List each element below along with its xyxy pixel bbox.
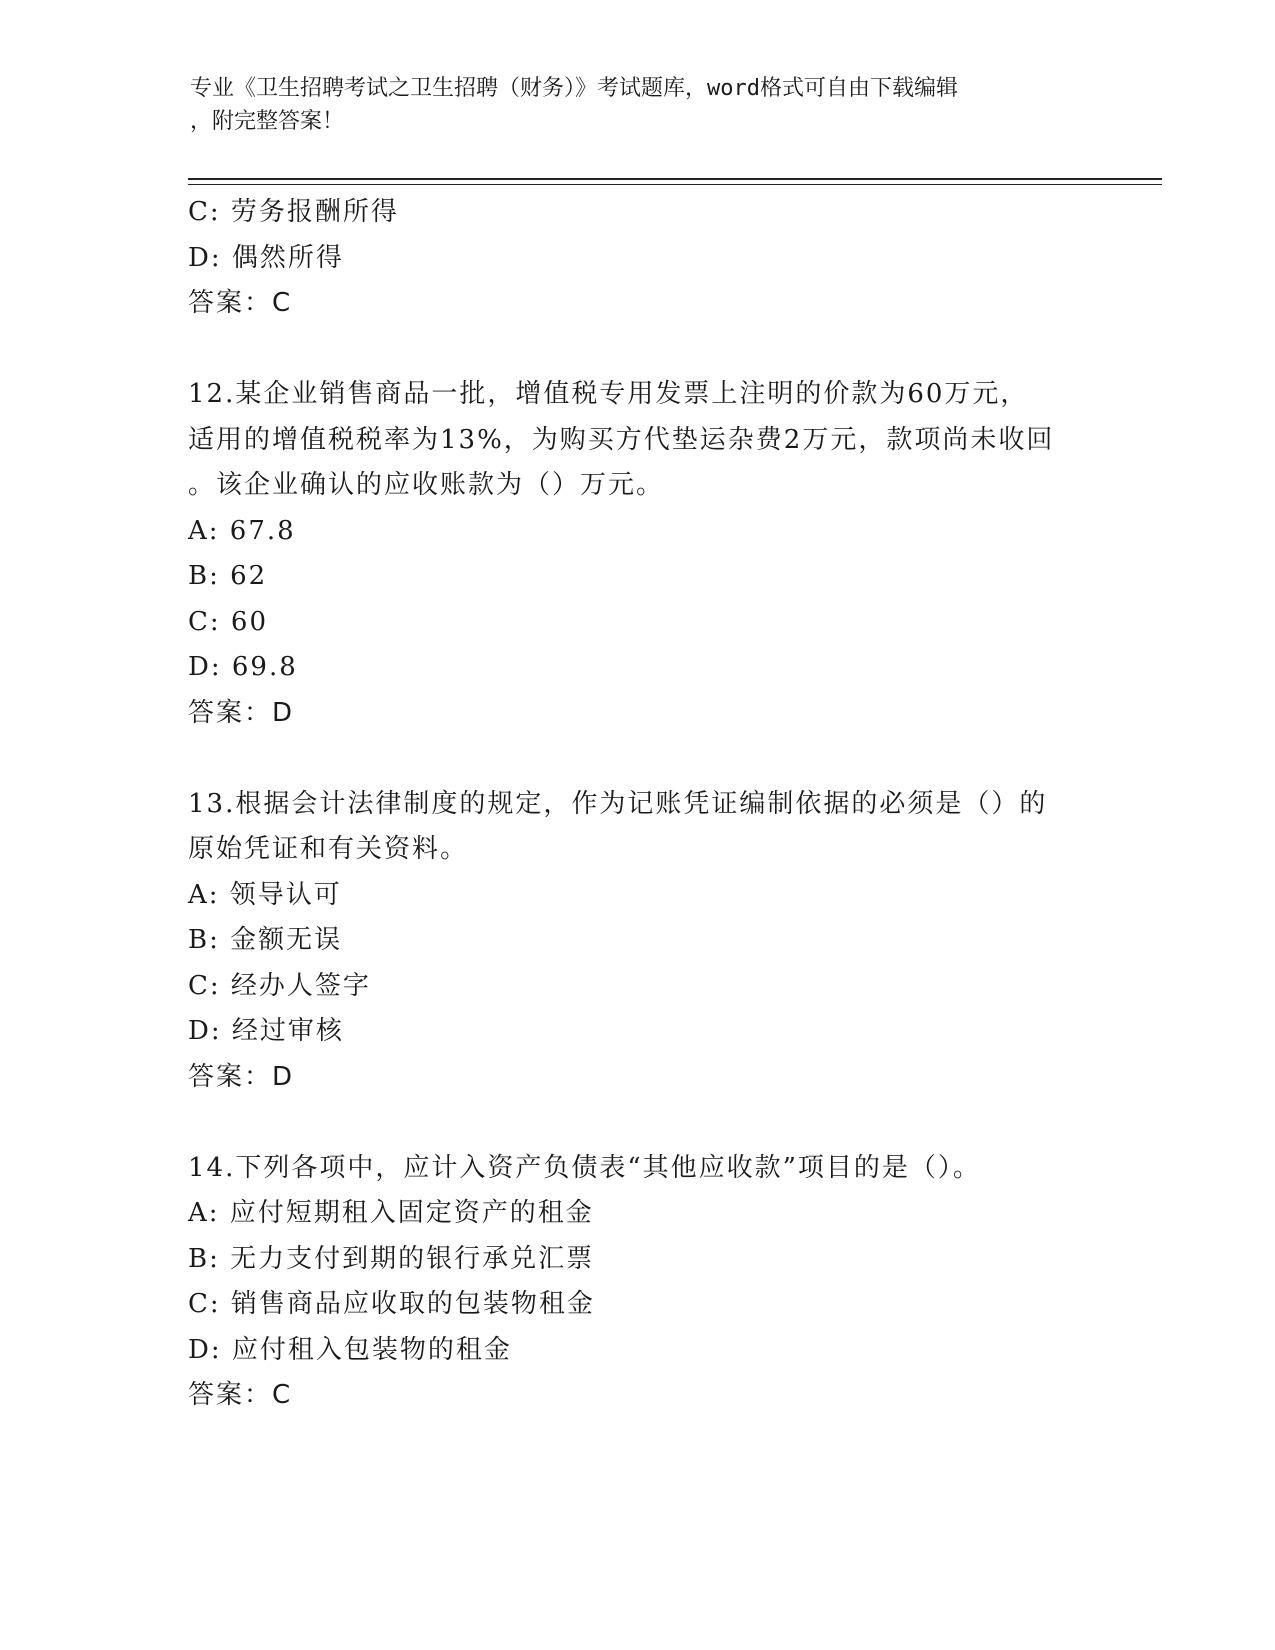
header-rule-thin bbox=[188, 184, 1162, 185]
header-line-2: ，附完整答案！ bbox=[190, 109, 345, 134]
option-d: D: 69.8 bbox=[188, 652, 298, 682]
question-stem: 。该企业确认的应收账款为（）万元。 bbox=[188, 470, 665, 500]
option-d: D: 应付租入包装物的租金 bbox=[188, 1334, 512, 1365]
spacer bbox=[188, 327, 1088, 373]
option-d: D: 经过审核 bbox=[188, 1016, 344, 1046]
answer-line: 答案：C bbox=[188, 288, 293, 318]
option-c: C: 销售商品应收取的包装物租金 bbox=[188, 1289, 595, 1319]
spacer bbox=[188, 736, 1088, 782]
question-11-fragment bbox=[188, 190, 1088, 327]
question-stem: 适用的增值税税率为13%，为购买方代垫运杂费2万元，款项尚未收回 bbox=[188, 424, 1055, 455]
question-stem: 原始凭证和有关资料。 bbox=[188, 834, 469, 864]
option-b: B: 62 bbox=[188, 561, 268, 591]
question-stem: 14.下列各项中，应计入资产负债表“其他应收款”项目的是（）。 bbox=[188, 1152, 981, 1183]
option-a: A: 领导认可 bbox=[188, 879, 342, 910]
answer-line: 答案：D bbox=[188, 697, 295, 728]
option-d: D: 偶然所得 bbox=[188, 242, 344, 273]
option-a: A: 应付短期租入固定资产的租金 bbox=[188, 1198, 594, 1228]
question-14 bbox=[188, 1146, 1088, 1419]
document-body bbox=[188, 190, 1088, 1419]
option-c: C: 劳务报酬所得 bbox=[188, 197, 399, 227]
page-header bbox=[190, 72, 1090, 138]
header-line-1: 专业《卫生招聘考试之卫生招聘（财务）》考试题库，word格式可自由下载编辑 bbox=[190, 76, 958, 101]
option-a: A: 67.8 bbox=[188, 515, 296, 546]
option-b: B: 金额无误 bbox=[188, 925, 343, 955]
question-13 bbox=[188, 782, 1088, 1101]
answer-line: 答案：D bbox=[188, 1061, 295, 1092]
option-c: C: 60 bbox=[188, 606, 269, 637]
question-12 bbox=[188, 372, 1088, 736]
spacer bbox=[188, 1100, 1088, 1146]
question-stem: 13.根据会计法律制度的规定，作为记账凭证编制依据的必须是（）的 bbox=[188, 788, 1048, 819]
option-c: C: 经办人签字 bbox=[188, 970, 371, 1001]
question-stem: 12.某企业销售商品一批，增值税专用发票上注明的价款为60万元， bbox=[188, 379, 1029, 409]
answer-line: 答案：C bbox=[188, 1380, 293, 1410]
option-b: B: 无力支付到期的银行承兑汇票 bbox=[188, 1243, 595, 1274]
header-rule-thick bbox=[188, 178, 1162, 180]
